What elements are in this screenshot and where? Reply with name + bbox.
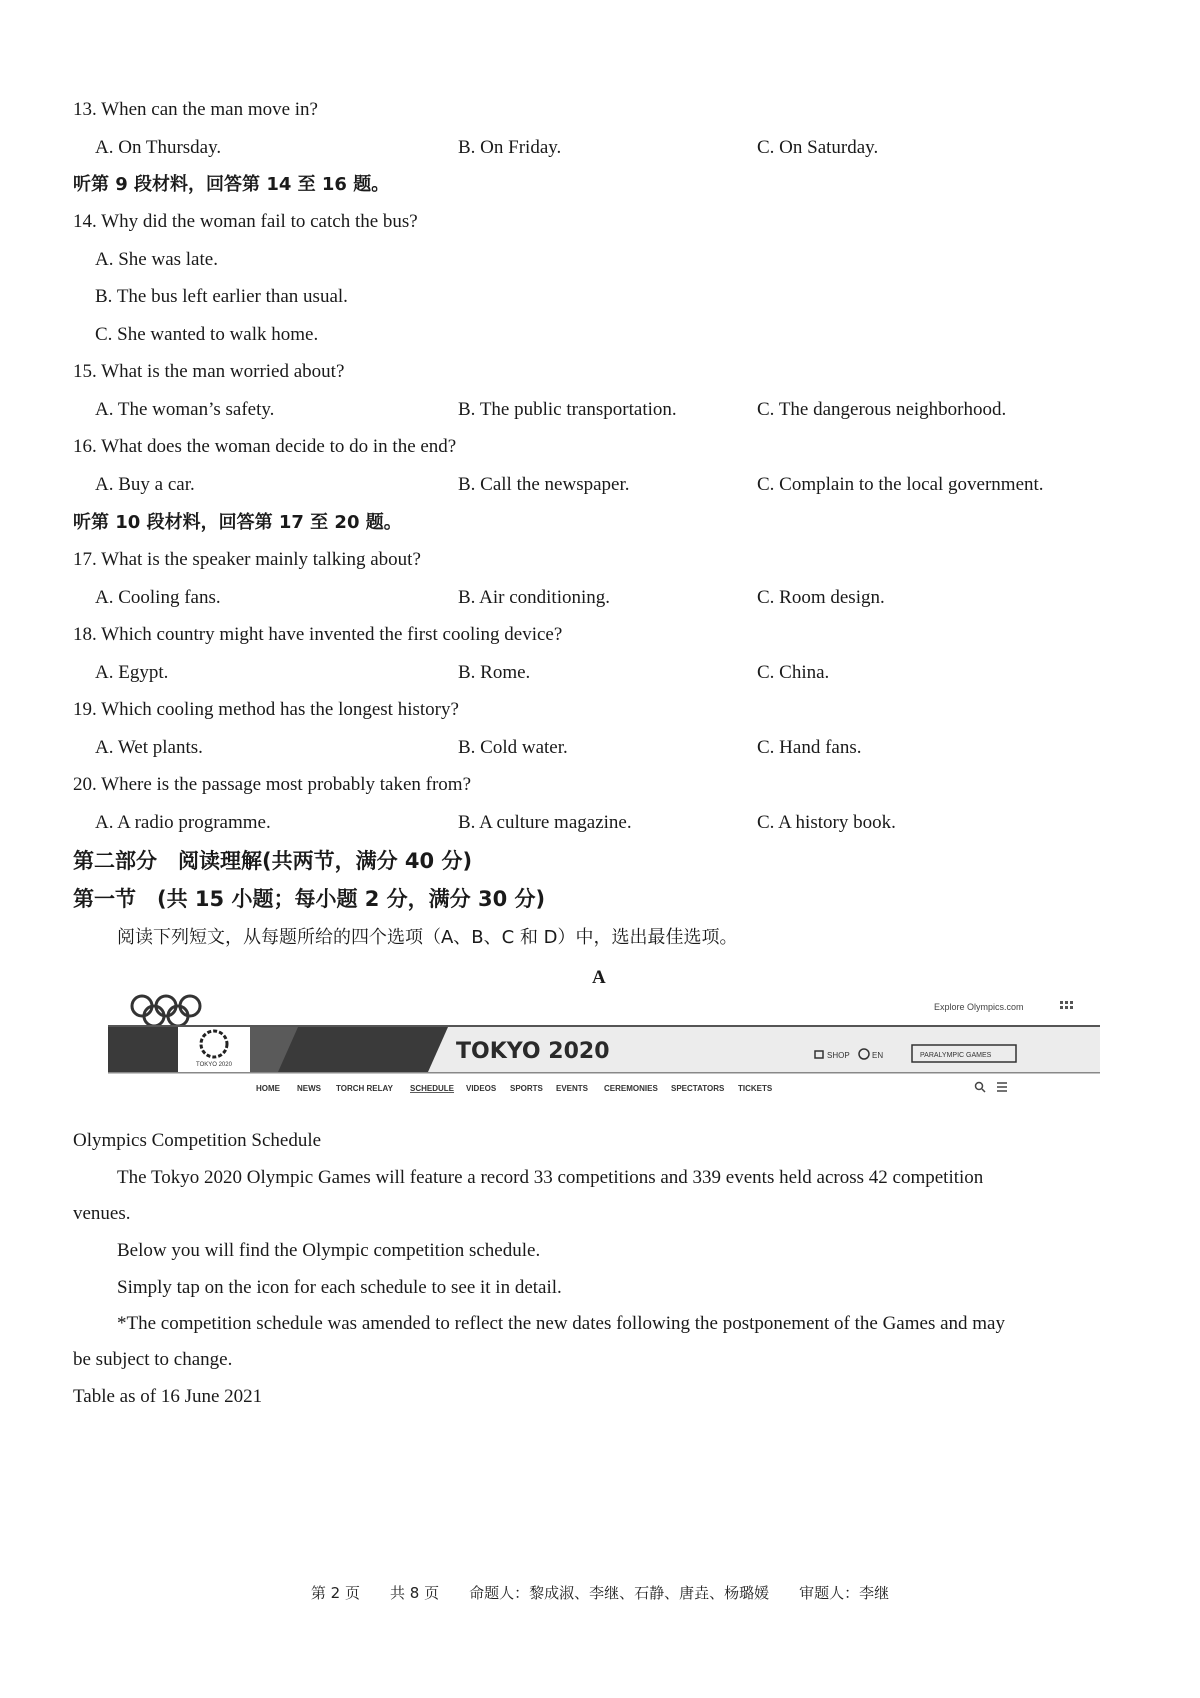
section-1-title: 第一节 (共 15 小题；每小题 2 分，满分 30 分) <box>73 887 546 911</box>
nav-events[interactable]: EVENTS <box>556 1084 589 1093</box>
nav-torch-relay[interactable]: TORCH RELAY <box>336 1084 393 1093</box>
question-14-option-a: A. She was late. <box>95 249 218 270</box>
question-19-stem: 19. Which cooling method has the longest history? <box>73 699 459 720</box>
emblem-caption: TOKYO 2020 <box>196 1062 232 1068</box>
question-20-stem: 20. Where is the passage most probably taken from? <box>73 774 472 795</box>
nav-ceremonies[interactable]: CEREMONIES <box>604 1084 658 1093</box>
question-15-option-c: C. The dangerous neighborhood. <box>757 399 1007 420</box>
hamburger-menu-icon[interactable] <box>997 1083 1007 1091</box>
nav-spectators[interactable]: SPECTATORS <box>671 1084 725 1093</box>
olympic-rings-icon <box>132 996 200 1026</box>
passage-letter: A <box>592 967 606 988</box>
explore-link[interactable]: Explore Olympics.com <box>934 1002 1024 1012</box>
question-18-option-a: A. Egypt. <box>95 662 169 683</box>
tokyo-2020-banner <box>108 992 1100 1098</box>
question-16-option-b: B. Call the newspaper. <box>458 474 630 495</box>
question-20-option-c: C. A history book. <box>757 812 896 833</box>
section-10-heading: 听第 10 段材料，回答第 17 至 20 题。 <box>73 512 402 533</box>
passage-paragraph-1: The Tokyo 2020 Olympic Games will feature a record 33 competitions and 339 events held across 42 competition <box>117 1167 984 1188</box>
question-14-stem: 14. Why did the woman fail to catch the bus? <box>73 211 418 232</box>
nav-news[interactable]: NEWS <box>297 1084 321 1093</box>
nav-videos[interactable]: VIDEOS <box>466 1084 497 1093</box>
question-20-option-a: A. A radio programme. <box>95 812 271 833</box>
question-17-option-a: A. Cooling fans. <box>95 587 221 608</box>
question-16-option-a: A. Buy a car. <box>95 474 195 495</box>
shop-link[interactable]: SHOP <box>827 1051 850 1060</box>
question-19-option-b: B. Cold water. <box>458 737 568 758</box>
question-16-option-c: C. Complain to the local government. <box>757 474 1044 495</box>
page-footer: 第 2 页 共 8 页 命题人：黎成淑、李继、石静、唐垚、杨璐媛 审题人：李继 <box>310 1584 890 1602</box>
search-icon[interactable] <box>976 1083 986 1093</box>
question-13-option-a: A. On Thursday. <box>95 137 222 158</box>
question-15-stem: 15. What is the man worried about? <box>73 361 345 382</box>
part-2-title: 第二部分 阅读理解(共两节，满分 40 分) <box>73 849 473 873</box>
question-14-option-b: B. The bus left earlier than usual. <box>95 286 348 307</box>
reading-instruction: 阅读下列短文，从每题所给的四个选项（A、B、C 和 D）中，选出最佳选项。 <box>117 927 738 948</box>
nav-tickets[interactable]: TICKETS <box>738 1084 773 1093</box>
tokyo-2020-title: TOKYO 2020 <box>456 1039 610 1064</box>
section-9-heading: 听第 9 段材料，回答第 14 至 16 题。 <box>73 174 390 195</box>
question-14-option-c: C. She wanted to walk home. <box>95 324 319 345</box>
passage-paragraph-4-continued: be subject to change. <box>73 1349 233 1370</box>
passage-paragraph-2: Below you will find the Olympic competition schedule. <box>117 1240 541 1261</box>
question-19-option-a: A. Wet plants. <box>95 737 203 758</box>
question-16-stem: 16. What does the woman decide to do in the end? <box>73 436 457 457</box>
question-17-stem: 17. What is the speaker mainly talking about? <box>73 549 421 570</box>
passage-paragraph-1-continued: venues. <box>73 1203 131 1224</box>
passage-paragraph-4: *The competition schedule was amended to reflect the new dates following the postponement of the Games and may <box>117 1313 1005 1334</box>
table-note: Table as of 16 June 2021 <box>73 1386 263 1407</box>
grid-menu-icon[interactable] <box>1060 1001 1073 1009</box>
question-13-option-c: C. On Saturday. <box>757 137 879 158</box>
question-17-option-c: C. Room design. <box>757 587 885 608</box>
nav-home[interactable]: HOME <box>256 1084 280 1093</box>
passage-paragraph-3: Simply tap on the icon for each schedule to see it in detail. <box>117 1277 562 1298</box>
question-15-option-b: B. The public transportation. <box>458 399 677 420</box>
question-19-option-c: C. Hand fans. <box>757 737 862 758</box>
paralympic-label: PARALYMPIC GAMES <box>920 1052 992 1059</box>
question-18-stem: 18. Which country might have invented the first cooling device? <box>73 624 563 645</box>
question-18-option-c: C. China. <box>757 662 830 683</box>
nav-sports[interactable]: SPORTS <box>510 1084 543 1093</box>
nav-schedule[interactable]: SCHEDULE <box>410 1084 455 1093</box>
question-20-option-b: B. A culture magazine. <box>458 812 632 833</box>
question-15-option-a: A. The woman’s safety. <box>95 399 275 420</box>
question-13-stem: 13. When can the man move in? <box>73 99 318 120</box>
language-selector[interactable]: EN <box>872 1051 884 1060</box>
question-17-option-b: B. Air conditioning. <box>458 587 610 608</box>
question-13-option-b: B. On Friday. <box>458 137 562 158</box>
passage-heading: Olympics Competition Schedule <box>73 1130 322 1151</box>
question-18-option-b: B. Rome. <box>458 662 531 683</box>
